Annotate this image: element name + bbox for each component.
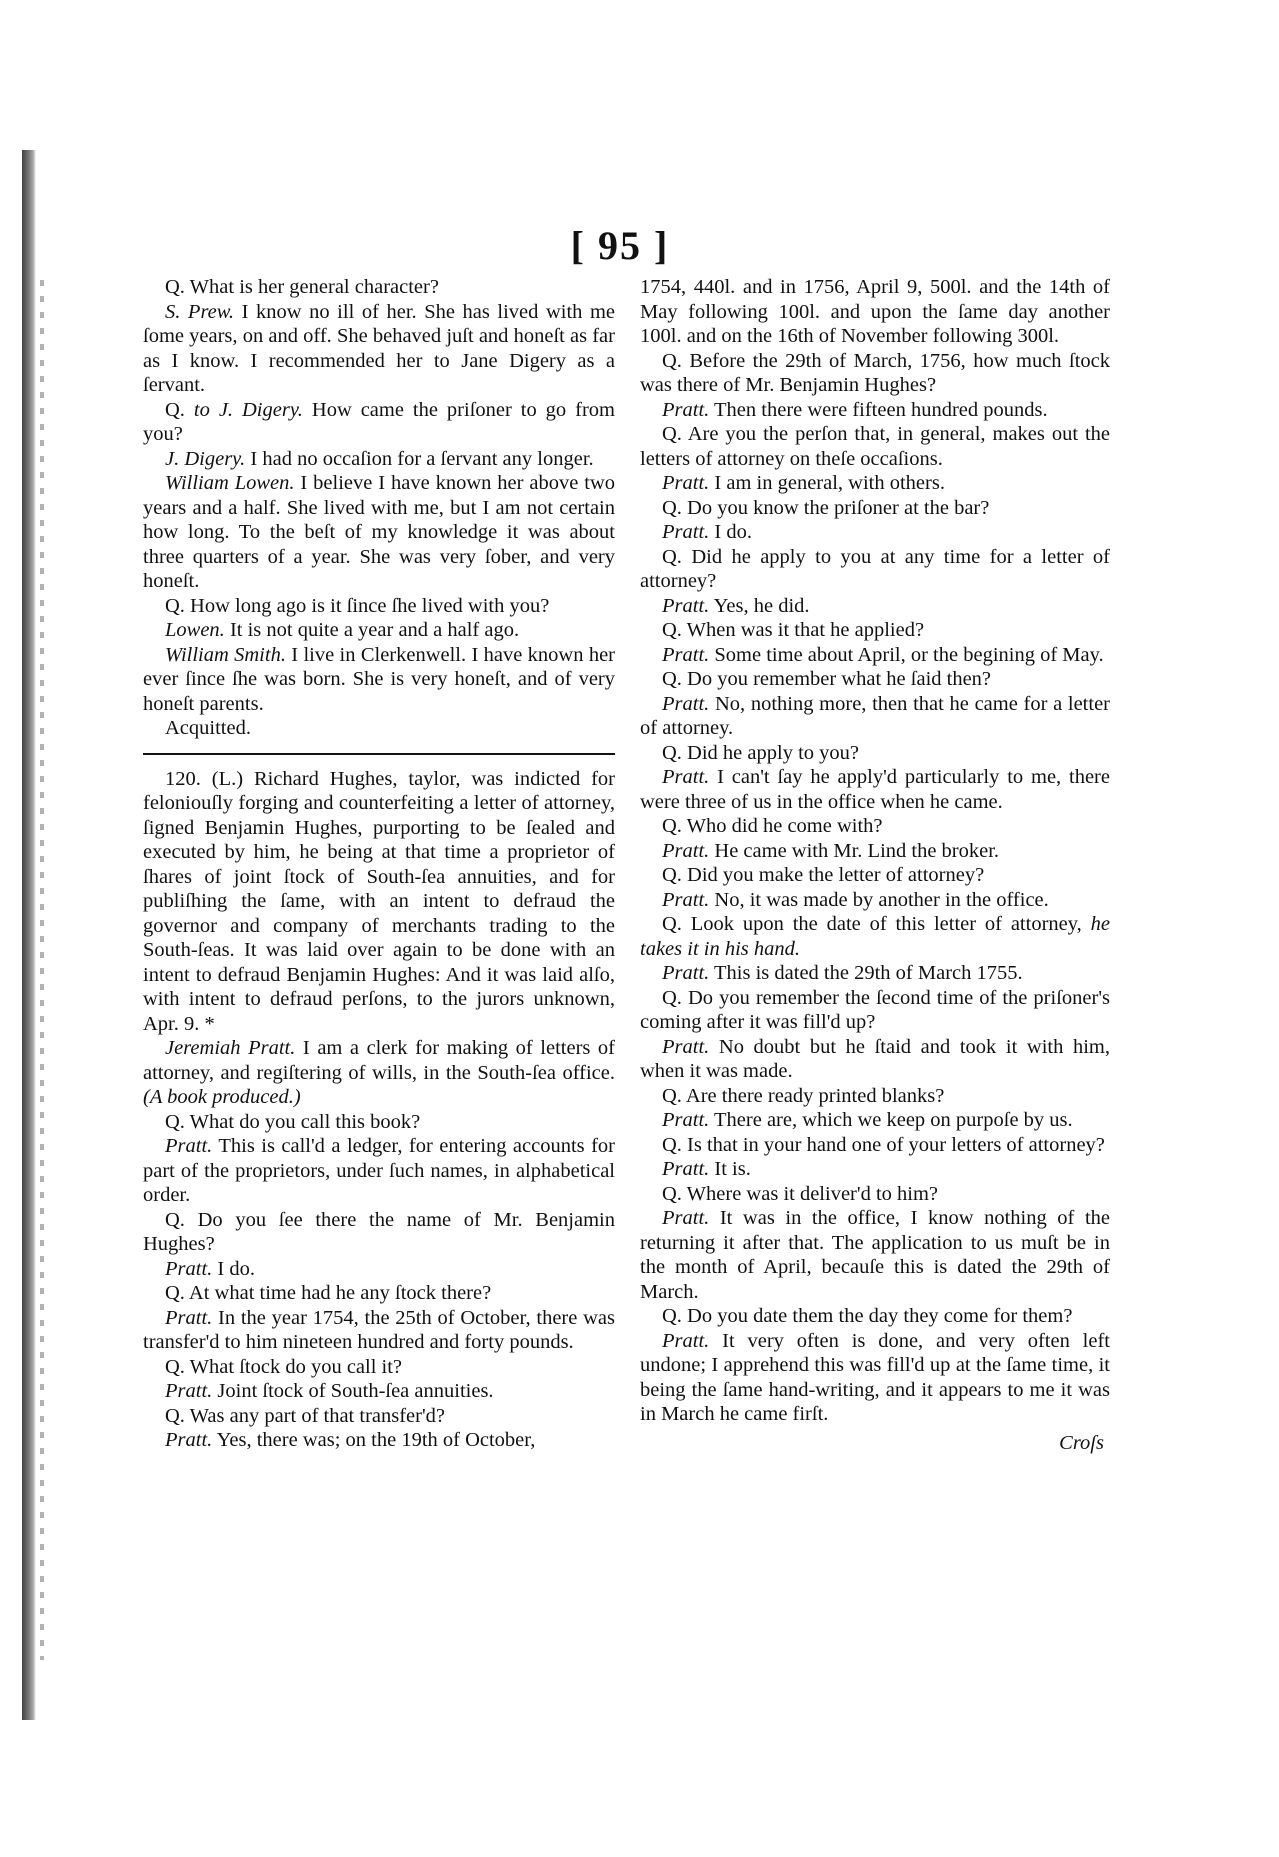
speaker-name: Pratt. xyxy=(662,521,710,543)
testimony-text: Q. What is her general character? xyxy=(165,276,439,298)
speaker-name: Pratt. xyxy=(662,1109,710,1131)
speaker-name: Pratt. xyxy=(662,1207,710,1229)
testimony-text: How came the priſoner to go from you? xyxy=(143,398,615,445)
testimony-paragraph xyxy=(143,447,615,472)
testimony-paragraph xyxy=(143,275,615,300)
testimony-paragraph xyxy=(143,1355,615,1380)
testimony-paragraph xyxy=(143,643,615,717)
testimony-paragraph xyxy=(143,1257,615,1282)
testimony-text: Q. Did he apply to you? xyxy=(662,741,859,764)
right-column xyxy=(640,275,1110,1455)
testimony-text: 1754, 440l. and in 1756, April 9, 500l. and the 14th of May following 100l. and upon the ſame day another 100l. and on the 16th of November following 300l. xyxy=(640,276,1110,347)
testimony-paragraph xyxy=(143,1306,615,1355)
testimony-paragraph xyxy=(640,814,1110,839)
testimony-paragraph xyxy=(143,1404,615,1429)
testimony-text: Joint ſtock of South-ſea annuities. xyxy=(212,1380,494,1402)
testimony-text: Yes, he did. xyxy=(709,594,810,617)
testimony-text: Q. Are there ready printed blanks? xyxy=(662,1084,945,1107)
testimony-paragraph xyxy=(640,422,1110,471)
testimony-paragraph xyxy=(143,1281,615,1306)
speaker-name: Pratt. xyxy=(662,692,710,715)
testimony-text: Acquitted. xyxy=(165,717,251,739)
testimony-paragraph xyxy=(143,618,615,643)
testimony-text: Q. Is that in your hand one of your letters of attorney? xyxy=(662,1133,1105,1156)
testimony-paragraph xyxy=(640,1108,1110,1133)
testimony-text: Q. Did he apply to you at any time for a letter of attorney? xyxy=(640,545,1110,592)
testimony-paragraph xyxy=(143,398,615,447)
testimony-paragraph xyxy=(640,961,1110,986)
testimony-paragraph xyxy=(640,888,1110,913)
testimony-text: Q. Look upon the date of this letter of attorney, xyxy=(662,913,1091,935)
testimony-text: Q. Do you remember the ſecond time of the priſoner's coming after it was fill'd up? xyxy=(640,986,1110,1033)
testimony-text: I am in general, with others. xyxy=(709,472,945,494)
testimony-paragraph xyxy=(143,1134,615,1208)
book-gutter-marks xyxy=(40,280,44,1660)
testimony-paragraph xyxy=(640,643,1110,668)
testimony-paragraph xyxy=(640,545,1110,594)
testimony-paragraph xyxy=(640,986,1110,1035)
testimony-paragraph xyxy=(143,1036,615,1110)
testimony-paragraph xyxy=(640,1304,1110,1329)
testimony-text: I live in Clerkenwell. I have known her ever ſince ſhe was born. She is very honeſt, and of very honeſt parents. xyxy=(143,643,615,715)
testimony-text: Q. Do you know the priſoner at the bar? xyxy=(662,496,990,519)
testimony-text: Some time about April, or the begining of May. xyxy=(709,643,1104,666)
testimony-text: It is not quite a year and a half ago. xyxy=(224,619,520,641)
testimony-paragraph xyxy=(143,1379,615,1404)
speaker-name: Pratt. xyxy=(165,1429,213,1451)
testimony-paragraph xyxy=(143,1110,615,1135)
testimony-paragraph xyxy=(640,839,1110,864)
testimony-text: No, nothing more, then that he came for a letter of attorney. xyxy=(640,692,1110,739)
speaker-name: Pratt. xyxy=(662,888,710,911)
testimony-paragraph xyxy=(640,912,1110,961)
testimony-text: I believe I have known her above two years and a half. She lived with me, but I am not certain how long. To the beſt of my knowledge it was about three quarters of a year. She was very ſober, and very honeſt. xyxy=(143,472,615,592)
testimony-paragraph xyxy=(143,1428,615,1453)
testimony-paragraph xyxy=(640,520,1110,545)
testimony-text: This is dated the 29th of March 1755. xyxy=(709,962,1023,984)
right-testimony-block xyxy=(640,275,1110,1427)
testimony-text: Q. When was it that he applied? xyxy=(662,619,925,641)
testimony-text: I know no ill of her. She has lived with me ſome years, on and off. She behaved juſt and honeſt as far as I know. I recommended her to Jane Digery as a ſervant. xyxy=(143,300,615,396)
case-divider xyxy=(143,753,615,755)
speaker-name: Pratt. xyxy=(165,1306,213,1329)
testimony-text: There are, which we keep on purpoſe by us. xyxy=(709,1109,1073,1131)
testimony-paragraph xyxy=(640,398,1110,423)
speaker-name: Pratt. xyxy=(662,1329,710,1352)
testimony-paragraph xyxy=(640,496,1110,521)
speaker-name: William Lowen. xyxy=(165,472,295,494)
testimony-paragraph xyxy=(640,1035,1110,1084)
testimony-text: Q. Are you the perſon that, in general, makes out the letters of attorney on theſe occaſions. xyxy=(640,423,1110,470)
speaker-name: Pratt. xyxy=(662,398,710,421)
testimony-text: Q. Before the 29th of March, 1756, how much ſtock was there of Mr. Benjamin Hughes? xyxy=(640,349,1110,396)
left-testimony-block-2 xyxy=(143,1036,615,1453)
speaker-name: Pratt. xyxy=(662,1158,710,1180)
speaker-name: Pratt. xyxy=(662,766,710,788)
speaker-name: Pratt. xyxy=(662,962,710,984)
question-prefix: Q. xyxy=(165,398,194,421)
testimony-paragraph xyxy=(640,765,1110,814)
stage-direction: (A book produced.) xyxy=(143,1086,301,1108)
testimony-paragraph xyxy=(640,594,1110,619)
testimony-text: Yes, there was; on the 19th of October, xyxy=(212,1429,536,1451)
addressee: to J. Digery. xyxy=(193,398,303,421)
testimony-paragraph xyxy=(143,300,615,398)
testimony-text: Q. What ſtock do you call it? xyxy=(165,1355,403,1378)
testimony-text: It very often is done, and very often left undone; I apprehend this was fill'd up at the ſame time, it being the ſame hand-writing, and it appears to me it was in March he came firſt. xyxy=(640,1329,1110,1425)
speaker-name: Pratt. xyxy=(662,643,710,666)
speaker-name: S. Prew. xyxy=(165,300,235,323)
left-column xyxy=(143,275,615,1453)
testimony-paragraph xyxy=(640,1157,1110,1182)
speaker-name: Pratt. xyxy=(662,472,710,494)
page-number: [ 95 ] xyxy=(570,223,670,268)
testimony-text: It is. xyxy=(709,1158,751,1180)
speaker-name: Pratt. xyxy=(662,1035,710,1058)
testimony-paragraph xyxy=(143,594,615,619)
testimony-text: Q. What do you call this book? xyxy=(165,1110,421,1133)
testimony-text: Q. Who did he come with? xyxy=(662,815,883,837)
testimony-text: He came with Mr. Lind the broker. xyxy=(709,839,1000,862)
testimony-text: Q. Did you make the letter of attorney? xyxy=(662,864,985,886)
speaker-name: Jeremiah Pratt. xyxy=(165,1037,296,1059)
testimony-text: Q. Was any part of that transfer'd? xyxy=(165,1404,446,1427)
speaker-name: J. Digery. xyxy=(165,447,246,470)
speaker-name: Lowen. xyxy=(165,619,225,641)
testimony-text: No doubt but he ſtaid and took it with him, when it was made. xyxy=(640,1035,1110,1082)
testimony-text: I do. xyxy=(212,1257,255,1280)
testimony-paragraph xyxy=(640,1133,1110,1158)
stage-direction: he takes it in his hand. xyxy=(640,913,1110,960)
testimony-text: I do. xyxy=(709,521,752,543)
testimony-paragraph xyxy=(640,692,1110,741)
testimony-text: No, it was made by another in the office. xyxy=(709,888,1049,911)
testimony-text: This is call'd a ledger, for entering accounts for part of the proprietors, under ſuch names, in alphabetical order. xyxy=(143,1135,615,1206)
testimony-text: It was in the office, I know nothing of the returning it after that. The application to us muſt be in the month of April, becauſe this is dated the 29th of March. xyxy=(640,1207,1110,1303)
catchword: Croſs xyxy=(1059,1431,1104,1454)
speaker-name: Pratt. xyxy=(165,1380,213,1402)
testimony-paragraph xyxy=(143,471,615,594)
testimony-text: I can't ſay he apply'd particularly to me, there were three of us in the office when he came. xyxy=(640,766,1110,813)
case-intro: 120. (L.) Richard Hughes, taylor, was indicted for feloniouſly forging and counterfeiting a letter of attorney, ſigned Benjamin Hughes, purporting to be ſealed and executed by him, he being at that time a proprietor of ſhares of joint ſtock of South-ſea annuities, and for publiſhing the ſame, with an intent to defraud the governor and company of merchants trading to the South-ſeas. It was laid over again to be done with an intent to defraud Benjamin Hughes: And it was laid alſo, with intent to defraud perſons, to the jurors unknown, Apr. 9. * xyxy=(143,767,615,1035)
testimony-paragraph xyxy=(640,1329,1110,1427)
testimony-paragraph xyxy=(640,667,1110,692)
testimony-paragraph xyxy=(640,618,1110,643)
speaker-name: Pratt. xyxy=(165,1135,213,1157)
testimony-text: I had no occaſion for a ſervant any longer. xyxy=(245,447,594,470)
testimony-paragraph xyxy=(143,716,615,741)
testimony-paragraph xyxy=(640,1206,1110,1304)
testimony-text: In the year 1754, the 25th of October, there was transfer'd to him nineteen hundred and forty pounds. xyxy=(143,1306,615,1353)
testimony-text: Q. Do you ſee there the name of Mr. Benjamin Hughes? xyxy=(143,1208,615,1255)
testimony-text: Then there were fifteen hundred pounds. xyxy=(709,398,1048,421)
testimony-paragraph xyxy=(640,349,1110,398)
testimony-text: Q. At what time had he any ſtock there? xyxy=(165,1282,492,1304)
testimony-text: I am a clerk for making of letters of attorney, and regiſtering of wills, in the South-ſea office. xyxy=(143,1037,616,1084)
testimony-paragraph xyxy=(640,1182,1110,1207)
testimony-text: Q. Do you date them the day they come for them? xyxy=(662,1305,1073,1327)
testimony-paragraph xyxy=(143,1208,615,1257)
speaker-name: Pratt. xyxy=(165,1257,213,1280)
testimony-text: Q. Where was it deliver'd to him? xyxy=(662,1182,938,1205)
speaker-name: William Smith. xyxy=(165,643,286,666)
testimony-paragraph xyxy=(640,471,1110,496)
speaker-name: Pratt. xyxy=(662,594,710,617)
testimony-paragraph xyxy=(640,1084,1110,1109)
left-testimony-block xyxy=(143,275,615,741)
testimony-paragraph xyxy=(640,863,1110,888)
speaker-name: Pratt. xyxy=(662,839,710,862)
testimony-paragraph xyxy=(640,275,1110,349)
book-binding-shadow xyxy=(22,150,36,1720)
testimony-text: Q. How long ago is it ſince ſhe lived with you? xyxy=(165,594,550,617)
testimony-text: Q. Do you remember what he ſaid then? xyxy=(662,668,992,690)
testimony-paragraph xyxy=(640,741,1110,766)
